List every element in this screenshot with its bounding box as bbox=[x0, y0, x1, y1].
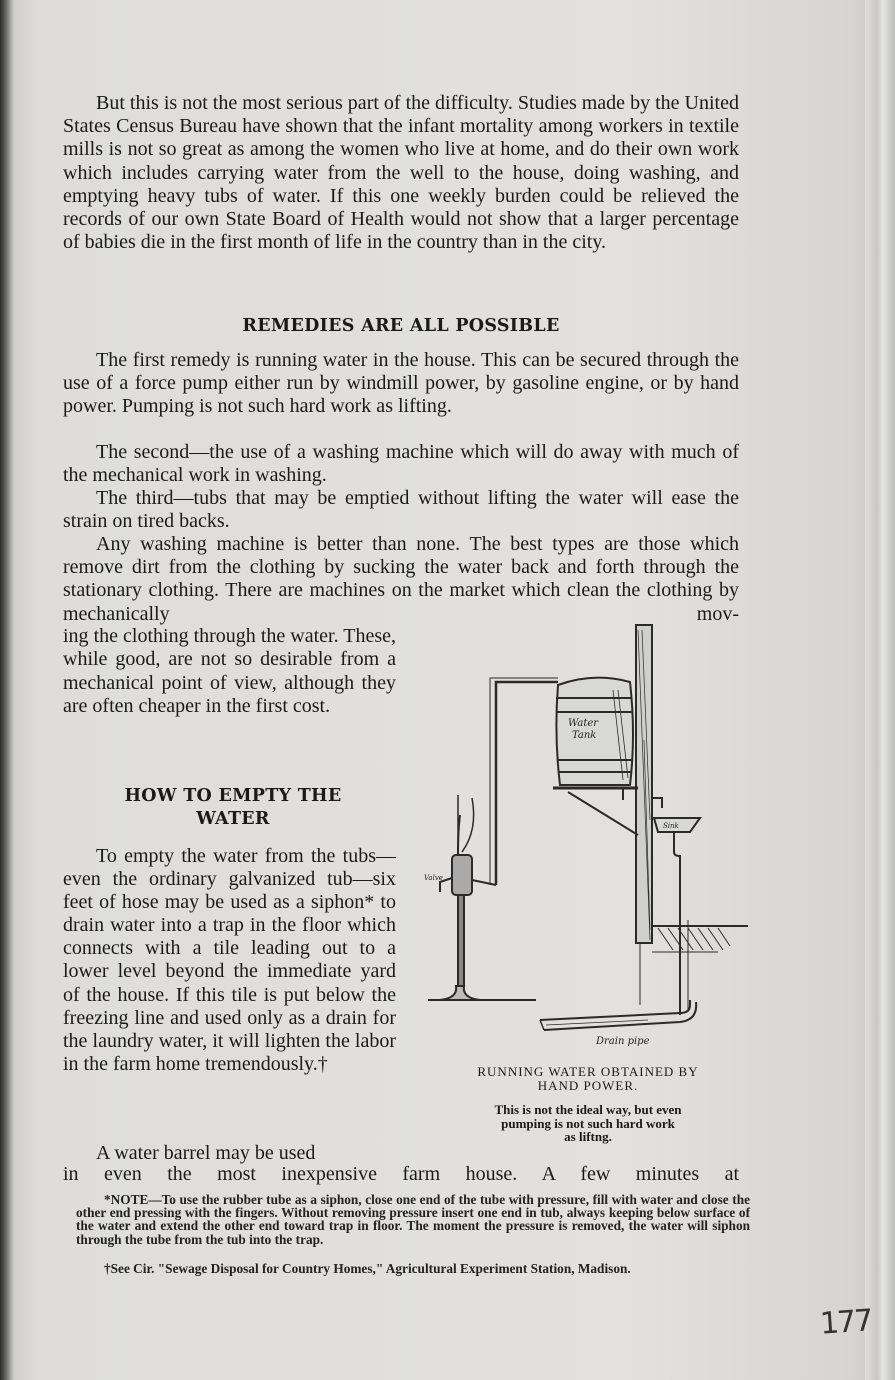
tank-label-line2: Tank bbox=[572, 730, 597, 741]
figure-caption-title-line2: HAND POWER. bbox=[537, 1078, 639, 1093]
figure-caption-sub-line1: This is not the ideal way, but even bbox=[494, 1102, 682, 1117]
remedy-paragraph-3: The third—tubs that may be emptied without lifting the water will ease the strain on tired backs. bbox=[63, 487, 739, 533]
washing-paragraph-column: ing the clothing through the water. These, while good, are not so desirable from a mechanical point of view, although they are often cheaper in the first cost. bbox=[63, 625, 396, 718]
heading-empty-water-line1: HOW TO EMPTY THE bbox=[124, 786, 342, 806]
figure-caption-subtitle bbox=[420, 1103, 756, 1144]
remedy-paragraph-2: The second—the use of a washing machine which will do away with much of the mechanical work in washing. bbox=[63, 441, 739, 487]
footnote-circular: †See Cir. "Sewage Disposal for Country Homes," Agricultural Experiment Station, Madison. bbox=[104, 1261, 631, 1276]
figure-caption-title-line1: RUNNING WATER OBTAINED BY bbox=[477, 1064, 699, 1079]
washing-paragraph: Any washing machine is better than none. The best types are those which remove dirt from the clothing by sucking the water back and forth through the stationary clothing. There are machines on the market which clean the clothing by mechanically mov- bbox=[63, 533, 739, 625]
intro-paragraph: But this is not the most serious part of the difficulty. Studies made by the United States Census Bureau have shown that the infant mortality among workers in textile mills is not so great as among the women who live at home, and do their own work which includes carrying water from the well to the house, doing washing, and emptying heavy tubs of water. If this one weekly burden could be relieved the records of our own State Board of Health would not show that a larger percentage of babies die in the first month of life in the country than in the city. bbox=[63, 92, 739, 254]
drain-pipe-label: Drain pipe bbox=[596, 1036, 650, 1047]
barrel-paragraph-start: A water barrel may be used bbox=[96, 1142, 316, 1164]
pump-diagram bbox=[418, 620, 758, 1060]
figure-caption-sub-line2: pumping is not such hard work bbox=[501, 1115, 675, 1131]
remedy-paragraph-1: The first remedy is running water in the house. This can be secured through the use of a force pump either run by windmill power, by gasoline engine, or by hand power. Pumping is not such hard work as lifting. bbox=[63, 349, 739, 418]
page-edge bbox=[865, 0, 895, 1380]
page-number: 177 bbox=[818, 1303, 873, 1342]
valve-label: Valve bbox=[424, 874, 443, 882]
heading-empty-water-line2: WATER bbox=[196, 809, 270, 829]
barrel-paragraph-continued: in even the most inexpensive farm house. A few minutes at bbox=[63, 1163, 739, 1185]
tank-label-line1: Water bbox=[568, 718, 599, 729]
siphon-paragraph: To empty the water from the tubs—even the ordinary galvanized tub—six feet of hose may be used as a siphon* to drain water into a trap in the floor which connects with a tile leading out to a lower level beyond the immediate yard of the house. If this tile is put below the freezing line and used only as a drain for the laundry water, it will lighten the labor in the farm home tremendously.† bbox=[63, 845, 396, 1075]
heading-empty-water bbox=[63, 785, 403, 831]
figure-caption-title bbox=[420, 1065, 756, 1093]
heading-remedies: REMEDIES ARE ALL POSSIBLE bbox=[242, 316, 560, 336]
figure-caption-sub-line3: as liftng. bbox=[564, 1129, 612, 1144]
footnote-siphon: *NOTE—To use the rubber tube as a siphon, close one end of the tube with pressure, fill with water and close the other end pressing with the fingers. Without removing pressure insert one end in tub, always keeping below surface of the water and extend the other end toward trap in floor. The moment the pressure is removed, the water will siphon through the tube from the tub into the trap. bbox=[76, 1192, 750, 1247]
sink-label: Sink bbox=[663, 822, 679, 830]
